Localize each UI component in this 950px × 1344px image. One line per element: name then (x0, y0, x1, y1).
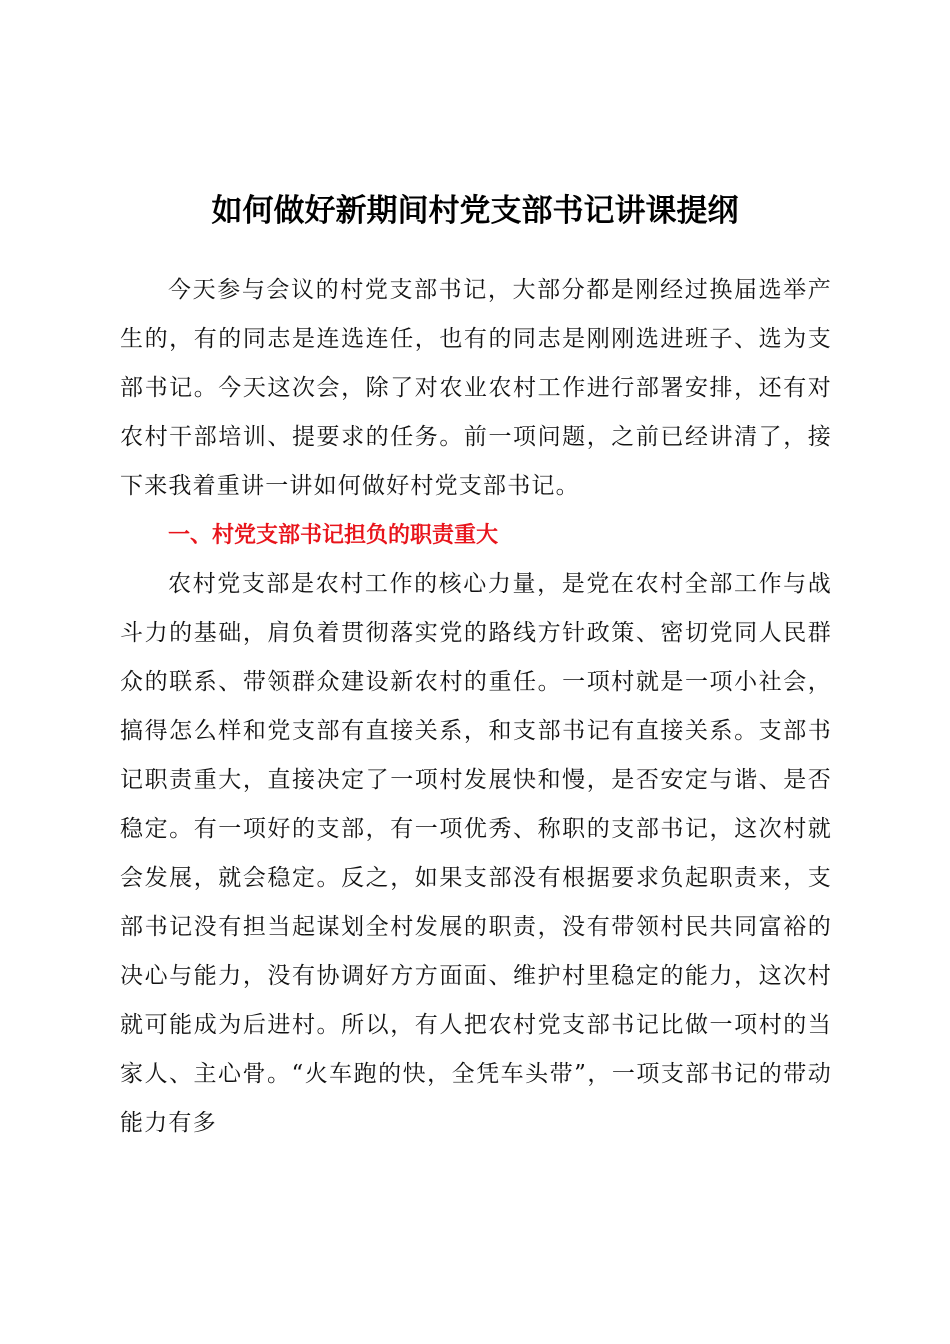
document-body (120, 266, 832, 1148)
section-heading: 一、村党支部书记担负的职责重大 (168, 523, 499, 548)
intro-paragraph: 今天参与会议的村党支部书记，大部分都是刚经过换届选举产生的，有的同志是连选连任，也有的同志是刚刚选进班子、选为支部书记。今天这次会，除了对农业农村工作进行部署安排，还有对农村干部培训、提要求的任务。前一项问题，之前已经讲清了，接下来我着重讲一讲如何做好村党支部书记。 (120, 277, 832, 499)
document-title: 如何做好新期间村党支部书记讲课提纲 (211, 193, 739, 229)
section-paragraph: 农村党支部是农村工作的核心力量，是党在农村全部工作与战斗力的基础，肩负着贯彻落实党的路线方针政策、密切党同人民群众的联系、带领群众建设新农村的重任。一项村就是一项小社会，搞得怎么样和党支部有直接关系，和支部书记有直接关系。支部书记职责重大，直接决定了一项村发展快和慢，是否安定与谐、是否稳定。有一项好的支部，有一项优秀、称职的支部书记，这次村就会发展，就会稳定。反之，如果支部没有根据要求负起职责来，支部书记没有担当起谋划全村发展的职责，没有带领村民共同富裕的决心与能力，没有协调好方方面面、维护村里稳定的能力，这次村就可能成为后进村。所以，有人把农村党支部书记比做一项村的当家人、主心骨。“火车跑的快，全凭车头带”，一项支部书记的带动能力有多 (120, 571, 832, 1136)
